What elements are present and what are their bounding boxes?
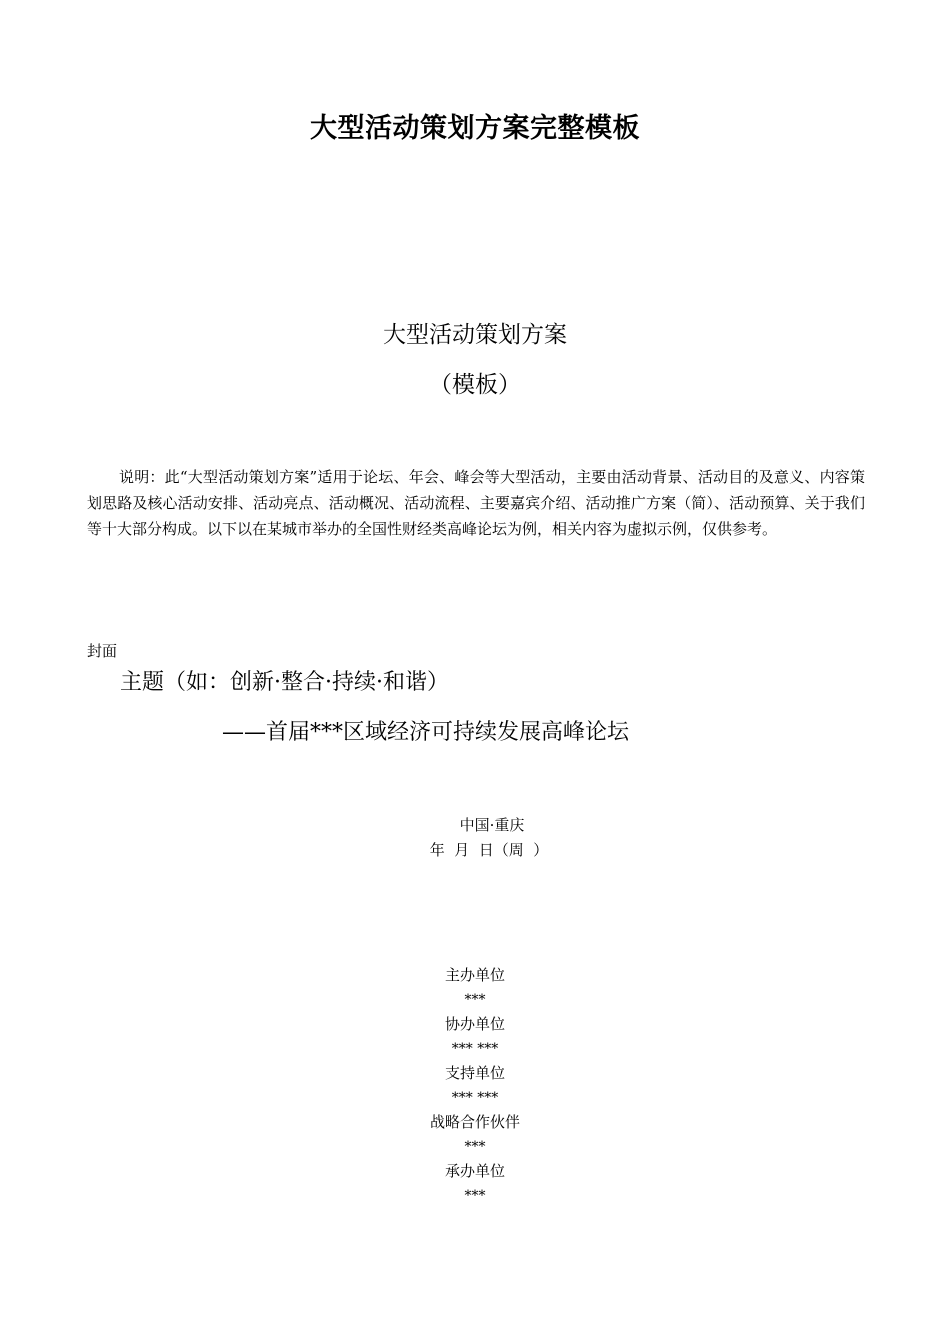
cover-forum-name: ——首届***区域经济可持续发展高峰论坛 [222,720,630,745]
organizer-role: 主办单位 [444,966,505,984]
cover-location: 中国·重庆 [459,816,525,834]
organizer-role: 支持单位 [444,1064,505,1082]
cover-label: 封面 [87,642,118,660]
organizer-role: 战略合作伙伴 [429,1113,520,1131]
organizer-name: *** [464,1188,486,1204]
description-paragraph: 说明：此“大型活动策划方案”适用于论坛、年会、峰会等大型活动，主要由活动背景、活动目的及意义、内容策划思路及核心活动安排、活动亮点、活动概况、活动流程、主要嘉宾介绍、活动推广方案（简）、活动预算、关于我们等十大部分构成。以下以在某城市举办的全国性财经类高峰论坛为例，相关内容为虚拟示例，仅供参考。 [87,468,865,538]
organizer-role: 协办单位 [444,1015,505,1033]
plan-subtitle: 大型活动策划方案 [383,322,567,348]
document-title: 大型活动策划方案完整模板 [310,113,640,144]
organizer-role: 承办单位 [444,1162,505,1180]
organizer-name: *** *** [451,1090,499,1106]
organizer-name: *** [464,992,486,1008]
organizer-name: *** [464,1139,486,1155]
organizer-name: *** *** [451,1041,499,1057]
template-note: （模板） [429,372,521,398]
cover-theme: 主题（如：创新·整合·持续·和谐） [120,670,449,695]
organizer-list [0,963,950,1208]
cover-date: 年 月 日（周 ） [429,841,549,859]
